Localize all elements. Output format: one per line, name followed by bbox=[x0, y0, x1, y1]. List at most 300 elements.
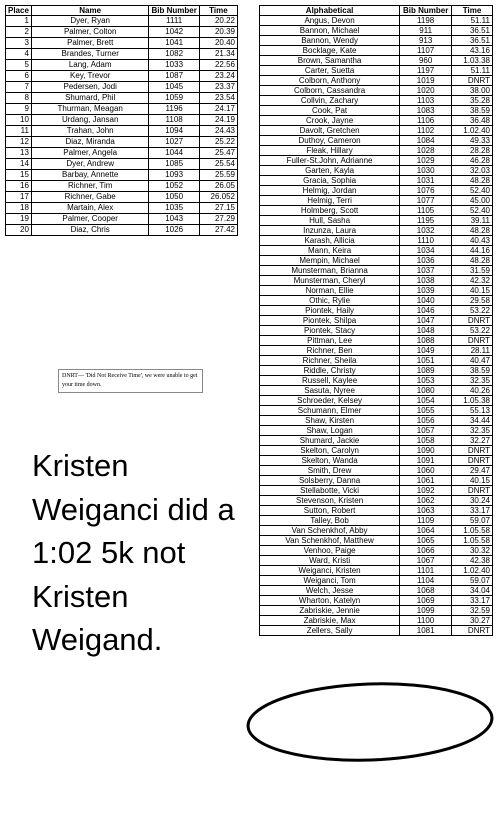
table-row bbox=[260, 346, 493, 356]
bib-number-cell: 1099 bbox=[400, 606, 452, 616]
name-cell: Barbay, Annette bbox=[31, 170, 149, 181]
bib-number-cell: 1046 bbox=[400, 306, 452, 316]
place-cell: 20 bbox=[6, 225, 32, 236]
table-row bbox=[260, 476, 493, 486]
bib-number-cell: 1067 bbox=[400, 556, 452, 566]
table-row bbox=[260, 526, 493, 536]
table-row bbox=[260, 506, 493, 516]
time-cell: 26.05 bbox=[199, 181, 237, 192]
name-cell: Van Schenkhof, Abby bbox=[260, 526, 400, 536]
name-cell: Garten, Kayla bbox=[260, 166, 400, 176]
table-row bbox=[6, 49, 238, 60]
bib-number-cell: 1028 bbox=[400, 146, 452, 156]
name-cell: Munsterman, Brianna bbox=[260, 266, 400, 276]
name-cell: Palmer, Brett bbox=[31, 38, 149, 49]
time-cell: 32.27 bbox=[452, 436, 493, 446]
time-cell: 31.59 bbox=[452, 266, 493, 276]
bib-number-cell: 1085 bbox=[149, 159, 199, 170]
table-row bbox=[260, 106, 493, 116]
name-cell: Ward, Kristi bbox=[260, 556, 400, 566]
bib-number-cell: 1064 bbox=[400, 526, 452, 536]
table-row bbox=[260, 376, 493, 386]
name-cell: Zabriskie, Max bbox=[260, 616, 400, 626]
name-cell: Key, Trevor bbox=[31, 71, 149, 82]
bib-number-cell: 1056 bbox=[400, 416, 452, 426]
name-cell: Mann, Keira bbox=[260, 246, 400, 256]
table-row bbox=[260, 556, 493, 566]
name-cell: Collvin, Zachary bbox=[260, 96, 400, 106]
time-cell: 38.00 bbox=[452, 86, 493, 96]
table-row bbox=[260, 406, 493, 416]
bib-number-cell: 1049 bbox=[400, 346, 452, 356]
bib-number-cell: 1106 bbox=[400, 116, 452, 126]
place-cell: 7 bbox=[6, 82, 32, 93]
table-row bbox=[260, 626, 493, 636]
bib-number-cell: 1053 bbox=[400, 376, 452, 386]
time-cell: 27.42 bbox=[199, 225, 237, 236]
table-row bbox=[6, 159, 238, 170]
table-row bbox=[6, 16, 238, 27]
table-row bbox=[260, 196, 493, 206]
table-row bbox=[260, 326, 493, 336]
time-cell: 53.22 bbox=[452, 326, 493, 336]
bib-number-cell: 1039 bbox=[400, 286, 452, 296]
time-cell: 59.07 bbox=[452, 516, 493, 526]
place-cell: 3 bbox=[6, 38, 32, 49]
table-row bbox=[6, 192, 238, 203]
bib-number-cell: 1058 bbox=[400, 436, 452, 446]
place-cell: 14 bbox=[6, 159, 32, 170]
time-cell: 30.32 bbox=[452, 546, 493, 556]
name-cell: Duthoy, Cameron bbox=[260, 136, 400, 146]
bib-number-cell: 1197 bbox=[400, 66, 452, 76]
table-row bbox=[6, 137, 238, 148]
time-cell: 1.05.58 bbox=[452, 526, 493, 536]
table-row bbox=[260, 216, 493, 226]
name-cell: Cook, Pat bbox=[260, 106, 400, 116]
time-cell: 23.54 bbox=[199, 93, 237, 104]
time-cell: DNRT bbox=[452, 456, 493, 466]
time-cell: 52.40 bbox=[452, 186, 493, 196]
name-cell: Weiganci, Tom bbox=[260, 576, 400, 586]
table-row bbox=[260, 596, 493, 606]
name-cell: Munsterman, Cheryl bbox=[260, 276, 400, 286]
name-cell: Pedersen, Jodi bbox=[31, 82, 149, 93]
place-cell: 10 bbox=[6, 115, 32, 126]
table-row bbox=[260, 416, 493, 426]
table-row bbox=[260, 546, 493, 556]
time-cell: 25.59 bbox=[199, 170, 237, 181]
table-row bbox=[260, 126, 493, 136]
bib-number-cell: 1080 bbox=[400, 386, 452, 396]
name-cell: Palmer, Colton bbox=[31, 27, 149, 38]
name-cell: Zellers, Sally bbox=[260, 626, 400, 636]
bib-number-cell: 1089 bbox=[400, 366, 452, 376]
table-row bbox=[6, 82, 238, 93]
bib-number-cell: 1068 bbox=[400, 586, 452, 596]
time-cell: 51.11 bbox=[452, 66, 493, 76]
name-cell: Holmberg, Scott bbox=[260, 206, 400, 216]
time-cell: DNRT bbox=[452, 486, 493, 496]
place-cell: 18 bbox=[6, 203, 32, 214]
name-cell: Inzunza, Laura bbox=[260, 226, 400, 236]
bib-number-cell: 913 bbox=[400, 36, 452, 46]
bib-number-cell: 1059 bbox=[149, 93, 199, 104]
table-row bbox=[6, 148, 238, 159]
table-row bbox=[260, 66, 493, 76]
bib-number-cell: 1061 bbox=[400, 476, 452, 486]
bib-number-cell: 1102 bbox=[400, 126, 452, 136]
place-cell: 11 bbox=[6, 126, 32, 137]
bib-number-cell: 1082 bbox=[149, 49, 199, 60]
time-cell: 26.052 bbox=[199, 192, 237, 203]
table-row bbox=[260, 486, 493, 496]
time-cell: 34.04 bbox=[452, 586, 493, 596]
bib-number-cell: 1038 bbox=[400, 276, 452, 286]
bib-number-cell: 1062 bbox=[400, 496, 452, 506]
time-cell: 42.38 bbox=[452, 556, 493, 566]
time-cell: 48.28 bbox=[452, 176, 493, 186]
time-cell: DNRT bbox=[452, 76, 493, 86]
time-cell: 40.47 bbox=[452, 356, 493, 366]
table-row bbox=[260, 316, 493, 326]
place-cell: 4 bbox=[6, 49, 32, 60]
name-cell: Richner, Tim bbox=[31, 181, 149, 192]
name-cell: Thurman, Meagan bbox=[31, 104, 149, 115]
time-cell: DNRT bbox=[452, 336, 493, 346]
bib-number-cell: 1042 bbox=[149, 27, 199, 38]
bib-number-cell: 1081 bbox=[400, 626, 452, 636]
place-cell: 15 bbox=[6, 170, 32, 181]
name-cell: Colborn, Cassandra bbox=[260, 86, 400, 96]
time-cell: 20.39 bbox=[199, 27, 237, 38]
table-row bbox=[260, 26, 493, 36]
time-cell: 1.03.38 bbox=[452, 56, 493, 66]
table-row bbox=[260, 536, 493, 546]
time-cell: 48.28 bbox=[452, 256, 493, 266]
place-cell: 1 bbox=[6, 16, 32, 27]
time-cell: 32.59 bbox=[452, 606, 493, 616]
time-cell: 40.43 bbox=[452, 236, 493, 246]
time-cell: 36.48 bbox=[452, 116, 493, 126]
table-row bbox=[260, 86, 493, 96]
name-cell: Palmer, Angela bbox=[31, 148, 149, 159]
time-cell: 1.05.58 bbox=[452, 536, 493, 546]
table-row bbox=[6, 225, 238, 236]
name-cell: Wharton, Katelyn bbox=[260, 596, 400, 606]
time-cell: 59.07 bbox=[452, 576, 493, 586]
name-cell: Carter, Suetta bbox=[260, 66, 400, 76]
bib-number-cell: 1109 bbox=[400, 516, 452, 526]
table-row bbox=[260, 286, 493, 296]
name-cell: Riddle, Christy bbox=[260, 366, 400, 376]
bib-number-cell: 1110 bbox=[400, 236, 452, 246]
caption-text: Kristen Weiganci did a 1:02 5k not Kristen Weigand. bbox=[32, 448, 235, 657]
bib-number-cell: 1083 bbox=[400, 106, 452, 116]
name-cell: Russell, Kaylee bbox=[260, 376, 400, 386]
name-cell: Skelton, Wanda bbox=[260, 456, 400, 466]
name-cell: Fleak, Hillary bbox=[260, 146, 400, 156]
table-row bbox=[6, 93, 238, 104]
header-bib-number: Bib Number bbox=[149, 6, 199, 16]
table-row bbox=[260, 186, 493, 196]
time-cell: 27.29 bbox=[199, 214, 237, 225]
name-cell: Zabriskie, Jennie bbox=[260, 606, 400, 616]
bib-number-cell: 1047 bbox=[400, 316, 452, 326]
bib-number-cell: 1033 bbox=[149, 60, 199, 71]
table-row bbox=[260, 236, 493, 246]
place-cell: 9 bbox=[6, 104, 32, 115]
table-row bbox=[260, 156, 493, 166]
table-row bbox=[6, 170, 238, 181]
table-row bbox=[260, 276, 493, 286]
time-cell: 52.40 bbox=[452, 206, 493, 216]
bib-number-cell: 911 bbox=[400, 26, 452, 36]
name-cell: Dyer, Andrew bbox=[31, 159, 149, 170]
bib-number-cell: 1036 bbox=[400, 256, 452, 266]
bib-number-cell: 1051 bbox=[400, 356, 452, 366]
bib-number-cell: 1037 bbox=[400, 266, 452, 276]
bib-number-cell: 1094 bbox=[149, 126, 199, 137]
name-cell: Bocklage, Kate bbox=[260, 46, 400, 56]
name-cell: Palmer, Cooper bbox=[31, 214, 149, 225]
table-row bbox=[6, 126, 238, 137]
dnrt-note: DNRT— 'Did Not Receive Time', we were unable to get your time down. bbox=[58, 369, 203, 393]
bib-number-cell: 1103 bbox=[400, 96, 452, 106]
time-cell: DNRT bbox=[452, 316, 493, 326]
bib-number-cell: 1057 bbox=[400, 426, 452, 436]
bib-number-cell: 1019 bbox=[400, 76, 452, 86]
name-cell: Richner, Gabe bbox=[31, 192, 149, 203]
name-cell: Schumann, Elmer bbox=[260, 406, 400, 416]
table-row bbox=[260, 266, 493, 276]
time-cell: 25.54 bbox=[199, 159, 237, 170]
table-row bbox=[260, 516, 493, 526]
table-row bbox=[260, 36, 493, 46]
time-cell: 25.47 bbox=[199, 148, 237, 159]
table-row bbox=[6, 214, 238, 225]
time-cell: DNRT bbox=[452, 446, 493, 456]
place-cell: 5 bbox=[6, 60, 32, 71]
table-row bbox=[260, 616, 493, 626]
name-cell: Bannon, Michael bbox=[260, 26, 400, 36]
bib-number-cell: 1035 bbox=[149, 203, 199, 214]
time-cell: 23.37 bbox=[199, 82, 237, 93]
table-row bbox=[260, 176, 493, 186]
table-row bbox=[260, 336, 493, 346]
bib-number-cell: 1101 bbox=[400, 566, 452, 576]
time-cell: 24.17 bbox=[199, 104, 237, 115]
name-cell: Shaw, Kirsten bbox=[260, 416, 400, 426]
bib-number-cell: 1026 bbox=[149, 225, 199, 236]
bib-number-cell: 1091 bbox=[400, 456, 452, 466]
bib-number-cell: 1107 bbox=[400, 46, 452, 56]
bib-number-cell: 1055 bbox=[400, 406, 452, 416]
place-cell: 17 bbox=[6, 192, 32, 203]
right-table-header-row bbox=[260, 6, 493, 16]
bib-number-cell: 1111 bbox=[149, 16, 199, 27]
header-time: Time bbox=[452, 6, 493, 16]
name-cell: Diaz, Miranda bbox=[31, 137, 149, 148]
name-cell: Schroeder, Kelsey bbox=[260, 396, 400, 406]
name-cell: Piontek, Shilpa bbox=[260, 316, 400, 326]
time-cell: 24.19 bbox=[199, 115, 237, 126]
bib-number-cell: 1105 bbox=[400, 206, 452, 216]
table-row bbox=[260, 436, 493, 446]
results-top-20-table bbox=[5, 5, 238, 236]
name-cell: Solsberry, Danna bbox=[260, 476, 400, 486]
table-row bbox=[260, 586, 493, 596]
table-row bbox=[260, 386, 493, 396]
name-cell: Trahan, John bbox=[31, 126, 149, 137]
left-table-header-row bbox=[6, 6, 238, 16]
bib-number-cell: 1065 bbox=[400, 536, 452, 546]
table-row bbox=[260, 306, 493, 316]
table-row bbox=[260, 446, 493, 456]
name-cell: Karash, Allicia bbox=[260, 236, 400, 246]
name-cell: Mempin, Michael bbox=[260, 256, 400, 266]
time-cell: 33.17 bbox=[452, 506, 493, 516]
time-cell: 53.22 bbox=[452, 306, 493, 316]
name-cell: Piontek, Stacy bbox=[260, 326, 400, 336]
name-cell: Stellabotte, Vicki bbox=[260, 486, 400, 496]
table-row bbox=[6, 203, 238, 214]
bib-number-cell: 1050 bbox=[149, 192, 199, 203]
name-cell: Davolt, Gretchen bbox=[260, 126, 400, 136]
time-cell: 40.15 bbox=[452, 286, 493, 296]
table-row bbox=[260, 456, 493, 466]
name-cell: Othic, Rylie bbox=[260, 296, 400, 306]
place-cell: 13 bbox=[6, 148, 32, 159]
table-row bbox=[260, 466, 493, 476]
name-cell: Weiganci, Kristen bbox=[260, 566, 400, 576]
name-cell: Shaw, Logan bbox=[260, 426, 400, 436]
bib-number-cell: 1020 bbox=[400, 86, 452, 96]
time-cell: 39.11 bbox=[452, 216, 493, 226]
place-cell: 16 bbox=[6, 181, 32, 192]
table-row bbox=[260, 226, 493, 236]
bib-number-cell: 1104 bbox=[400, 576, 452, 586]
bib-number-cell: 1076 bbox=[400, 186, 452, 196]
time-cell: 43.16 bbox=[452, 46, 493, 56]
name-cell: Bannon, Wendy bbox=[260, 36, 400, 46]
name-cell: Talley, Bob bbox=[260, 516, 400, 526]
time-cell: 49.33 bbox=[452, 136, 493, 146]
bib-number-cell: 1066 bbox=[400, 546, 452, 556]
table-row bbox=[260, 56, 493, 66]
name-cell: Smith, Drew bbox=[260, 466, 400, 476]
name-cell: Piontek, Haily bbox=[260, 306, 400, 316]
bib-number-cell: 1043 bbox=[149, 214, 199, 225]
table-row bbox=[260, 296, 493, 306]
time-cell: 20.40 bbox=[199, 38, 237, 49]
time-cell: 36.51 bbox=[452, 36, 493, 46]
table-row bbox=[6, 104, 238, 115]
bib-number-cell: 1034 bbox=[400, 246, 452, 256]
table-row bbox=[260, 136, 493, 146]
bib-number-cell: 1093 bbox=[149, 170, 199, 181]
bib-number-cell: 1108 bbox=[149, 115, 199, 126]
time-cell: 40.26 bbox=[452, 386, 493, 396]
name-cell: Richner, Ben bbox=[260, 346, 400, 356]
table-row bbox=[6, 60, 238, 71]
name-cell: Pittman, Lee bbox=[260, 336, 400, 346]
time-cell: 28.11 bbox=[452, 346, 493, 356]
table-row bbox=[260, 606, 493, 616]
table-row bbox=[260, 366, 493, 376]
time-cell: 24.43 bbox=[199, 126, 237, 137]
bib-number-cell: 1077 bbox=[400, 196, 452, 206]
bib-number-cell: 1029 bbox=[400, 156, 452, 166]
time-cell: 45.00 bbox=[452, 196, 493, 206]
table-row bbox=[260, 396, 493, 406]
bib-number-cell: 1045 bbox=[149, 82, 199, 93]
time-cell: 32.35 bbox=[452, 426, 493, 436]
table-row bbox=[260, 96, 493, 106]
table-row bbox=[260, 76, 493, 86]
bib-number-cell: 960 bbox=[400, 56, 452, 66]
table-row bbox=[260, 246, 493, 256]
table-row bbox=[6, 181, 238, 192]
table-row bbox=[260, 256, 493, 266]
time-cell: 48.28 bbox=[452, 226, 493, 236]
table-row bbox=[6, 71, 238, 82]
header-alphabetical: Alphabetical bbox=[260, 6, 400, 16]
time-cell: 42.32 bbox=[452, 276, 493, 286]
table-row bbox=[260, 576, 493, 586]
bib-number-cell: 1195 bbox=[400, 216, 452, 226]
time-cell: 30.27 bbox=[452, 616, 493, 626]
time-cell: 44.16 bbox=[452, 246, 493, 256]
bib-number-cell: 1044 bbox=[149, 148, 199, 159]
bib-number-cell: 1087 bbox=[149, 71, 199, 82]
bib-number-cell: 1060 bbox=[400, 466, 452, 476]
place-cell: 2 bbox=[6, 27, 32, 38]
header-bib-number: Bib Number bbox=[400, 6, 452, 16]
time-cell: 1.02.40 bbox=[452, 126, 493, 136]
table-row bbox=[260, 496, 493, 506]
place-cell: 8 bbox=[6, 93, 32, 104]
name-cell: Brown, Samantha bbox=[260, 56, 400, 66]
time-cell: 21.34 bbox=[199, 49, 237, 60]
time-cell: 22.56 bbox=[199, 60, 237, 71]
time-cell: 27.15 bbox=[199, 203, 237, 214]
bib-number-cell: 1027 bbox=[149, 137, 199, 148]
name-cell: Sutton, Robert bbox=[260, 506, 400, 516]
name-cell: Angus, Devon bbox=[260, 16, 400, 26]
time-cell: 32.03 bbox=[452, 166, 493, 176]
time-cell: 51.11 bbox=[452, 16, 493, 26]
name-cell: Richner, Sheila bbox=[260, 356, 400, 366]
name-cell: Gracia, Sophia bbox=[260, 176, 400, 186]
bib-number-cell: 1100 bbox=[400, 616, 452, 626]
time-cell: 30.24 bbox=[452, 496, 493, 506]
header-place: Place bbox=[6, 6, 32, 16]
bib-number-cell: 1196 bbox=[149, 104, 199, 115]
bib-number-cell: 1040 bbox=[400, 296, 452, 306]
bib-number-cell: 1031 bbox=[400, 176, 452, 186]
name-cell: Martain, Alex bbox=[31, 203, 149, 214]
bib-number-cell: 1088 bbox=[400, 336, 452, 346]
name-cell: Colborn, Anthony bbox=[260, 76, 400, 86]
name-cell: Hull, Sasha bbox=[260, 216, 400, 226]
name-cell: Dyer, Ryan bbox=[31, 16, 149, 27]
table-row bbox=[6, 115, 238, 126]
name-cell: Van Schenkhof, Matthew bbox=[260, 536, 400, 546]
name-cell: Skelton, Carolyn bbox=[260, 446, 400, 456]
time-cell: 34.44 bbox=[452, 416, 493, 426]
time-cell: 40.15 bbox=[452, 476, 493, 486]
